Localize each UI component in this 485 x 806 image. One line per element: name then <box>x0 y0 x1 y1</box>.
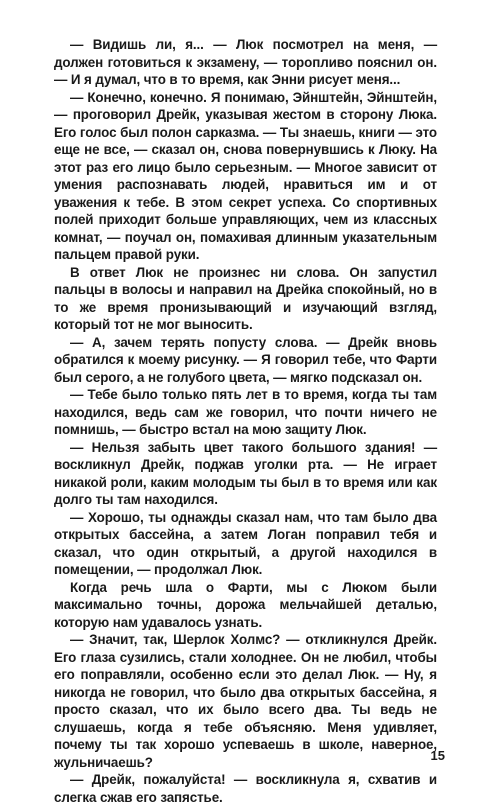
paragraph: — Конечно, конечно. Я понимаю, Эйнштейн, Эйнштейн, — проговорил Дрейк, указывая жестом в сторону Люка. Его голос был полон сарказма. — Ты знаешь, книги — это еще не все, — сказал он, снова повернувшись к Люку. На этот раз его лицо было серьезным. — Многое зависит от умения распознавать людей, нравиться им и от уважения к тебе. В этом секрет успеха. Со спортивных полей приходит больше управляющих, чем из классных комнат, — поучал он, помахивая длинным указательным пальцем правой руки. <box>54 89 437 262</box>
book-page-text <box>54 36 437 806</box>
paragraph: — Тебе было только пять лет в то время, когда ты там находился, ведь сам же говорил, что почти ничего не помнишь, — быстро встал на мою защиту Люк. <box>54 387 437 437</box>
paragraph: В ответ Люк не произнес ни слова. Он запустил пальцы в волосы и направил на Дрейка спокойный, но в то же время пронизывающий и изучающий взгляд, который тот не мог выносить. <box>54 264 437 332</box>
page-number: 15 <box>430 748 445 763</box>
paragraph: — Хорошо, ты однажды сказал нам, что там было два открытых бассейна, а затем Логан поправил тебя и сказал, что один открытый, а другой находился в помещении, — продолжал Люк. <box>54 509 437 577</box>
paragraph: — Дрейк, пожалуйста! — воскликнула я, схватив и слегка сжав его запястье. <box>54 772 437 805</box>
paragraph: — Нельзя забыть цвет такого большого здания! — воскликнул Дрейк, поджав уголки рта. — Не играет никакой роли, каким молодым ты был в то время или как долго ты там находился. <box>54 439 437 507</box>
paragraph: — Видишь ли, я... — Люк посмотрел на меня, — должен готовиться к экзамену, — торопливо пояснил он. — И я думал, что в то время, как Энни рисует меня... <box>54 37 437 87</box>
paragraph: Когда речь шла о Фарти, мы с Люком были максимально точны, дорожа мельчайшей деталью, которую нам удавалось узнать. <box>54 579 437 630</box>
paragraph: — А, зачем терять попусту слова. — Дрейк вновь обратился к моему рисунку. — Я говорил тебе, что Фарти был серого, а не голубого цвета, — мягко подсказал он. <box>54 334 437 385</box>
paragraph: — Значит, так, Шерлок Холмс? — откликнулся Дрейк. Его глаза сузились, стали холоднее. Он не любил, чтобы его поправляли, особенно если это делал Люк. — Ну, я никогда не говорил, что было два открытых бассейна, я просто сказал, что их было всего два. Ты ведь не слушаешь, когда я тебе объясняю. Меня удивляет, почему ты так хорошо успеваешь в школе, наверное, жульничаешь? <box>54 632 437 770</box>
